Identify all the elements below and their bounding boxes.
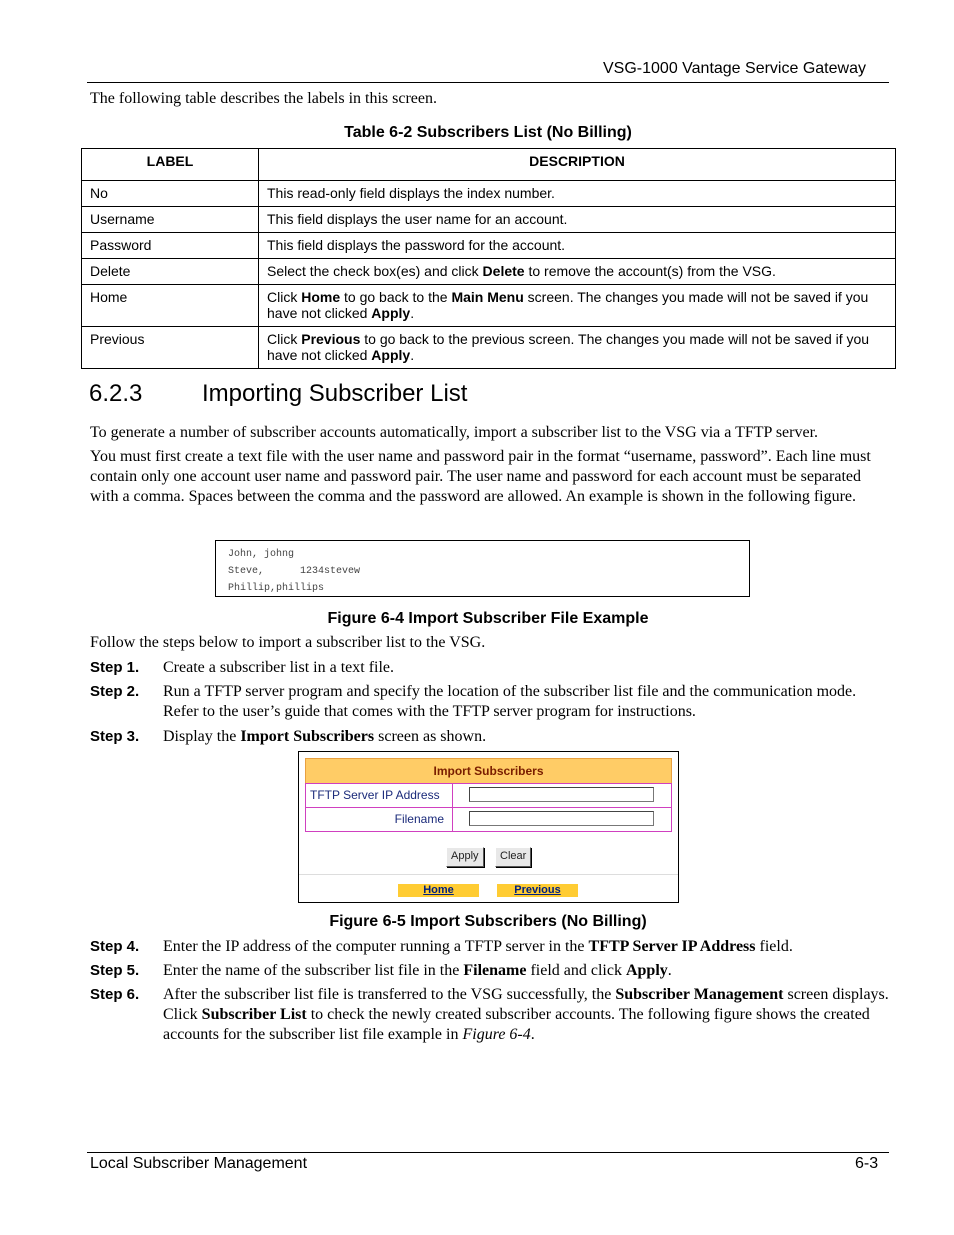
step-label: Step 1. (90, 659, 140, 676)
table-row (82, 233, 896, 259)
row-description: This field displays the password for the account. (259, 233, 896, 259)
paragraph: You must first create a text file with the user name and password pair in the format “username, password”. Each line must contain only one account user name and password pair. The user name and password for each account must be separated with a comma. Spaces between the comma and the password are allowed. An example is shown in the following figure. (90, 448, 871, 505)
step-2 (90, 682, 890, 722)
step-text: Enter the IP address of the computer running a TFTP server in the TFTP Server IP Address field. (163, 938, 793, 955)
filename-label: Filename (306, 808, 453, 831)
step-label: Step 3. (90, 728, 140, 745)
figure-caption: Figure 6-5 Import Subscribers (No Billing) (329, 913, 647, 930)
table-header-row (82, 149, 896, 181)
section-title: Importing Subscriber List (202, 380, 468, 407)
description-column-header: DESCRIPTION (259, 149, 896, 181)
paragraph: To generate a number of subscriber accounts automatically, import a subscriber list to the VSG via a TFTP server. (90, 424, 819, 441)
footer-chapter-title: Local Subscriber Management (90, 1155, 308, 1172)
table-caption: Table 6-2 Subscribers List (No Billing) (344, 124, 632, 141)
step-label: Step 4. (90, 938, 140, 955)
intro-text: The following table describes the labels in this screen. (90, 90, 438, 107)
table-row (82, 181, 896, 207)
tftp-ip-row (305, 783, 672, 808)
code-example-box (215, 540, 750, 597)
table-row (82, 327, 896, 369)
row-description: This field displays the user name for an account. (259, 207, 896, 233)
code-line: Phillip,phillips (228, 583, 325, 594)
step-3 (90, 727, 890, 747)
step-label: Step 2. (90, 683, 140, 700)
code-line: John, johng (228, 549, 295, 560)
step-text: Display the Import Subscribers screen as shown. (163, 728, 487, 745)
label-description-table (81, 148, 896, 369)
step-5 (90, 961, 890, 981)
step-label: Step 5. (90, 962, 140, 979)
previous-link[interactable]: Previous (497, 884, 578, 897)
step-text: Enter the name of the subscriber list file in the Filename field and click Apply. (163, 962, 672, 979)
header-rule (87, 82, 889, 83)
row-label: Password (82, 233, 259, 259)
section-heading (89, 380, 467, 408)
tftp-ip-label: TFTP Server IP Address (306, 784, 453, 807)
filename-input[interactable] (469, 811, 654, 826)
table-row (82, 285, 896, 327)
import-subscribers-screenshot (298, 751, 679, 903)
filename-row (305, 807, 672, 832)
tftp-ip-input[interactable] (469, 787, 654, 802)
table-row (82, 259, 896, 285)
row-description: This read-only field displays the index number. (259, 181, 896, 207)
table-row (82, 207, 896, 233)
step-label: Step 6. (90, 986, 140, 1003)
footer-rule (87, 1152, 889, 1153)
step-4 (90, 937, 890, 957)
row-label: Delete (82, 259, 259, 285)
home-link[interactable]: Home (398, 884, 479, 897)
step-1 (90, 658, 890, 678)
footer-page-number: 6-3 (855, 1155, 879, 1172)
step-6 (90, 985, 890, 1045)
row-label: Username (82, 207, 259, 233)
divider (299, 874, 678, 875)
step-text: Create a subscriber list in a text file. (163, 659, 395, 676)
label-column-header: LABEL (82, 149, 259, 181)
row-label: No (82, 181, 259, 207)
instruction-text: Follow the steps below to import a subscriber list to the VSG. (90, 634, 486, 651)
import-subscribers-title: Import Subscribers (305, 758, 672, 784)
apply-button[interactable]: Apply (446, 847, 484, 867)
step-text: After the subscriber list file is transferred to the VSG successfully, the Subscriber Management screen displays. Click Subscriber List to check the newly created subscriber accounts. The following figure shows the created accounts for the subscriber list file example in Figure 6-4. (163, 986, 889, 1043)
clear-button[interactable]: Clear (495, 847, 531, 867)
row-label: Previous (82, 327, 259, 369)
figure-caption: Figure 6-4 Import Subscriber File Example (327, 610, 649, 627)
row-description: Click Home to go back to the Main Menu screen. The changes you made will not be saved if you have not clicked Apply. (259, 285, 896, 327)
page-header-title: VSG-1000 Vantage Service Gateway (603, 60, 866, 77)
row-description: Click Previous to go back to the previous screen. The changes you made will not be saved if you have not clicked Apply. (259, 327, 896, 369)
code-line: Steve, 1234stevew (228, 566, 361, 577)
row-description: Select the check box(es) and click Delete to remove the account(s) from the VSG. (259, 259, 896, 285)
step-text: Run a TFTP server program and specify the location of the subscriber list file and the communication mode. Refer to the user’s guide that comes with the TFTP server program for instructions. (163, 683, 857, 720)
section-number: 6.2.3 (89, 380, 143, 407)
row-label: Home (82, 285, 259, 327)
